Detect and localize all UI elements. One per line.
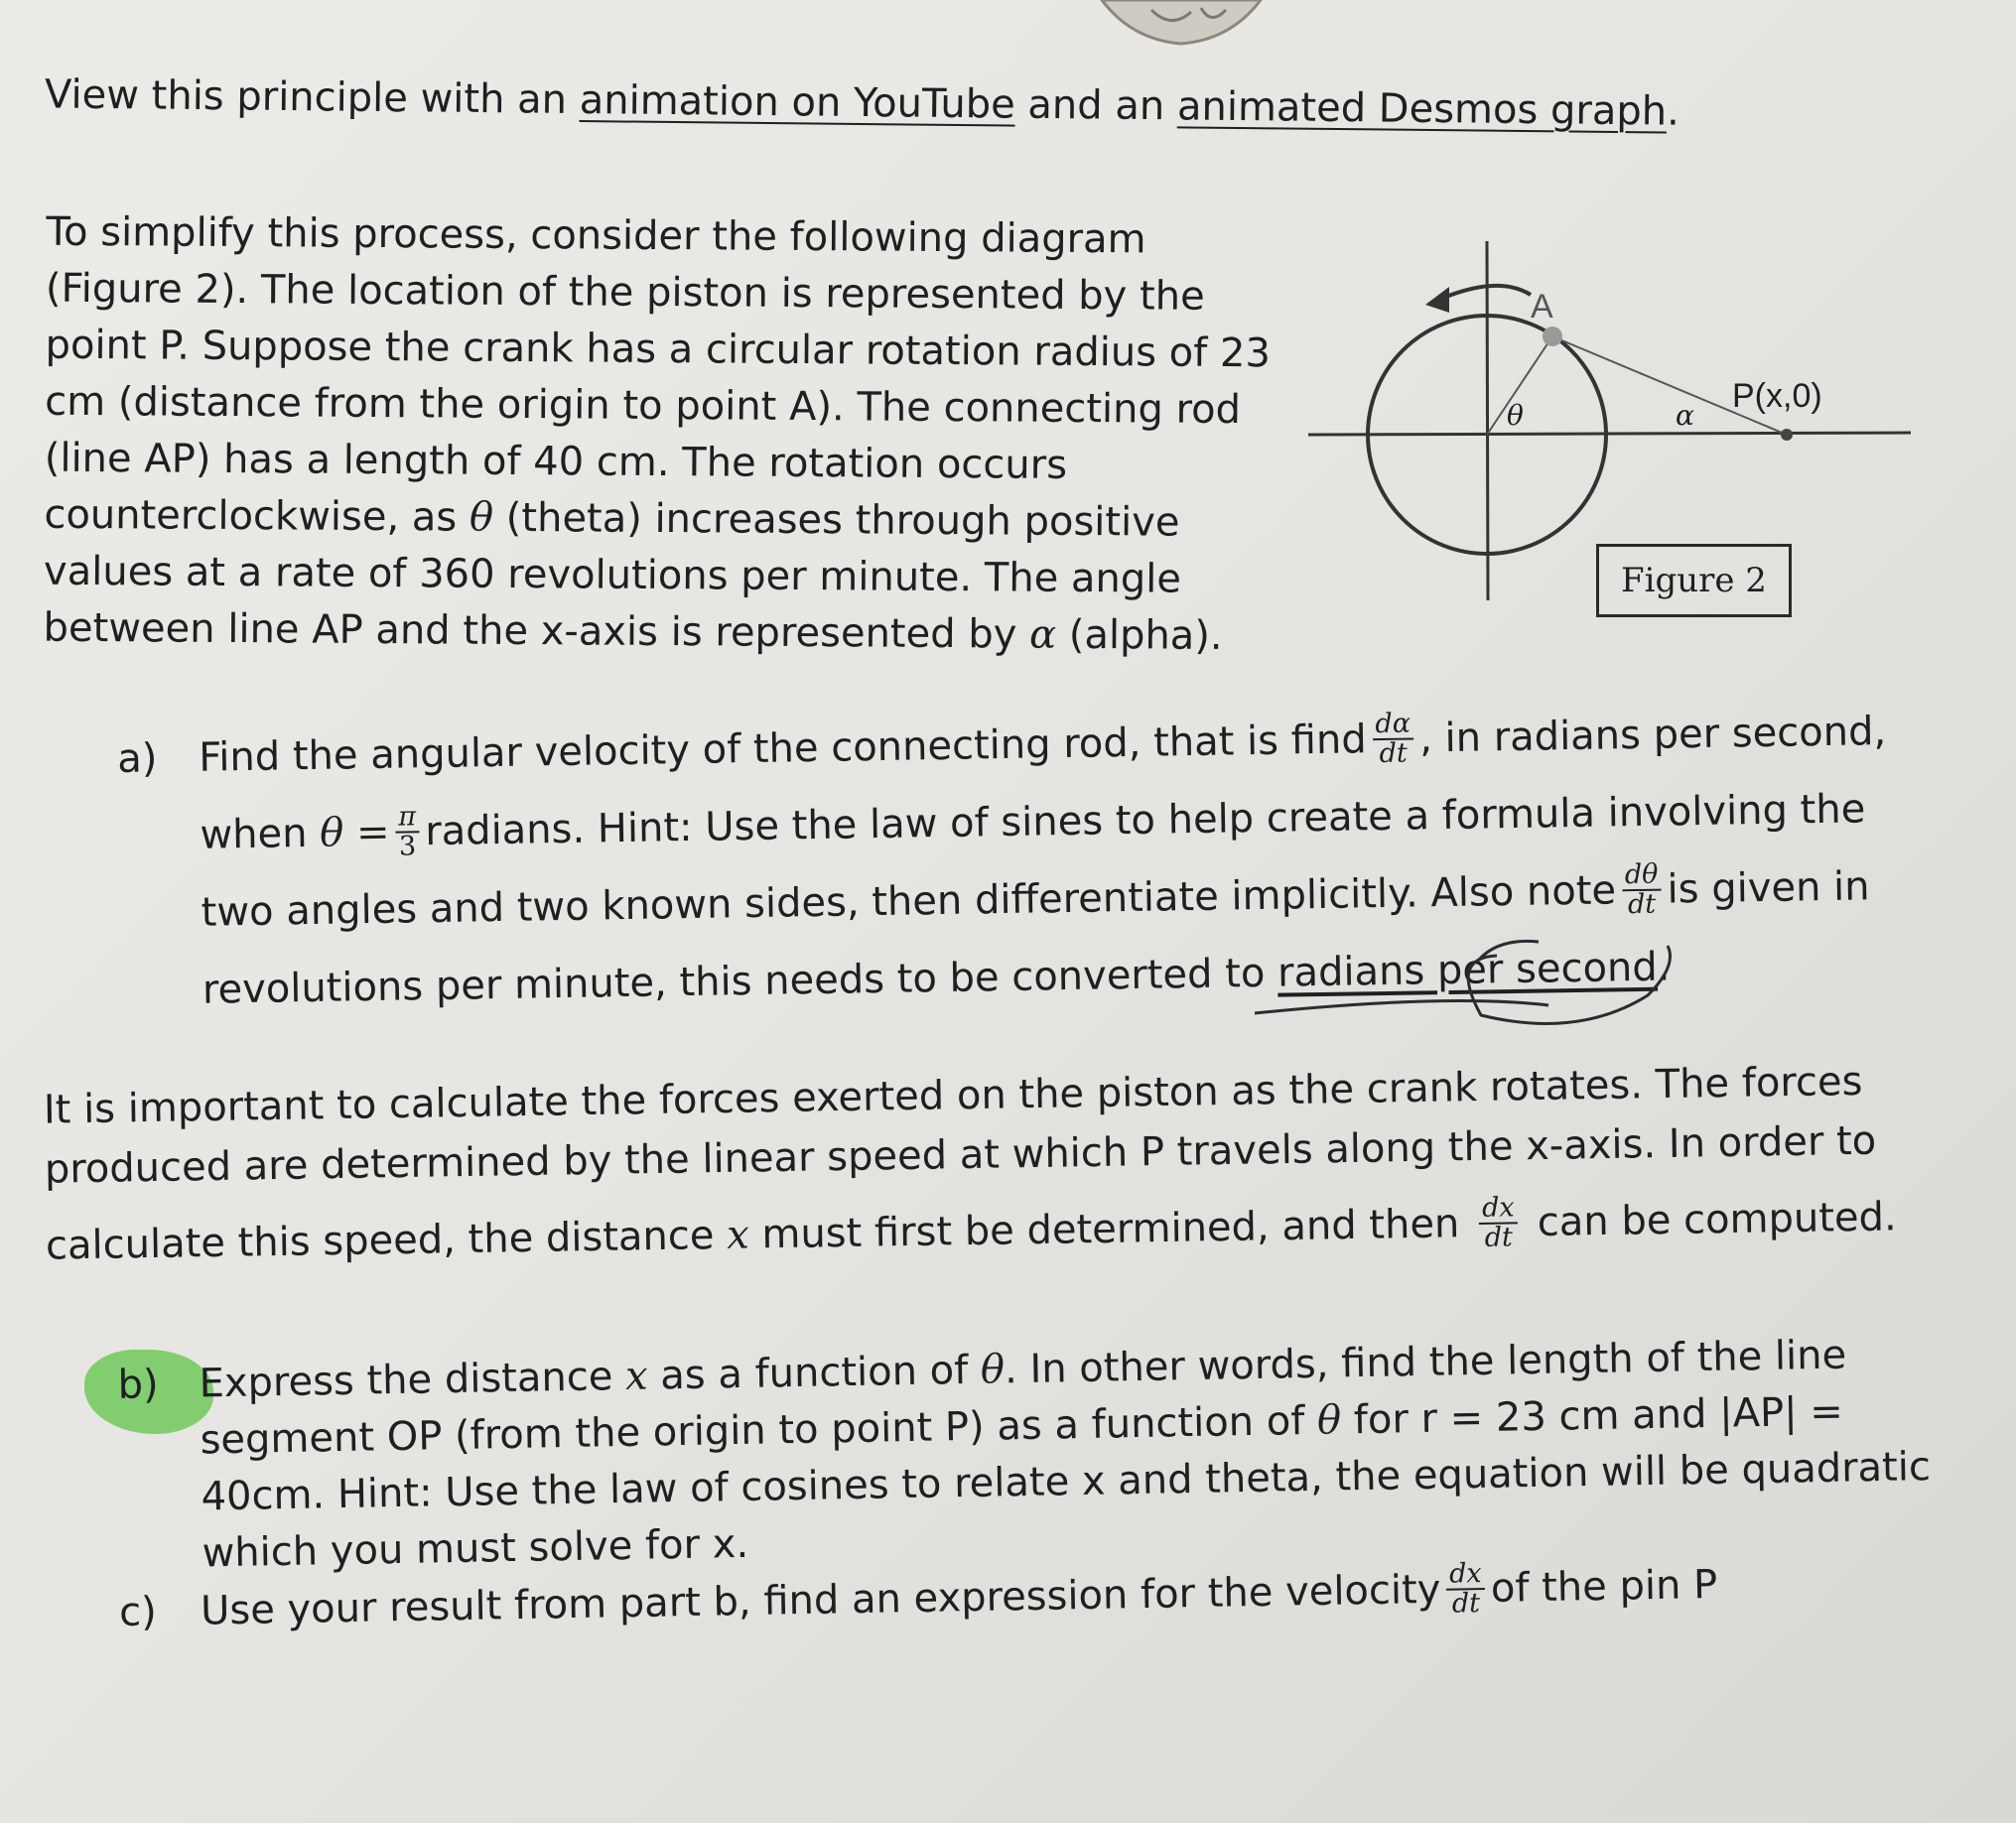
part-b-line-1: b) Express the distance x as a function of θ. In other words, find the length of the line: [117, 1326, 1929, 1414]
dtheta-dt-fraction: $\frac{d\theta}{dt}$: [1622, 860, 1662, 919]
x-axis: [1308, 433, 1911, 435]
part-b-line-2: segment OP (from the origin to point P) as a function of θ for r = 23 cm and |AP| =: [200, 1388, 1844, 1464]
radians-per-second-phrase: radians per second: [1277, 944, 1659, 996]
y-axis: [1487, 241, 1488, 600]
p1-line: To simplify this process, consider the following diagram: [46, 208, 1146, 263]
theta-symbol: θ: [469, 494, 494, 541]
youtube-animation-link[interactable]: animation on YouTube: [579, 77, 1015, 128]
figure-alpha: α: [1676, 399, 1694, 432]
alpha-symbol: α: [1028, 611, 1057, 658]
p1-line: counterclockwise, as θ (theta) increases through positive: [44, 491, 1180, 546]
figure-label-a: A: [1531, 288, 1553, 326]
dalpha-dt-fraction: $\frac{d\alpha}{dt}$: [1372, 710, 1413, 768]
intro-line: [45, 70, 1680, 135]
p1-line: (Figure 2). The location of the piston is represented by the: [45, 265, 1205, 320]
part-c: c) Use your result from part b, find an expression for the velocity $\frac{dx}{dt}$ of the pin P: [118, 1558, 1718, 1636]
top-object-fragment: [1092, 0, 1271, 48]
pi-over-3-fraction: $\frac{\pi}{3}$: [395, 803, 420, 861]
p2-line: produced are determined by the linear speed at which P travels along the x-axis. In order to: [44, 1117, 1877, 1193]
p1-line: cm (distance from the origin to point A). The connecting rod: [45, 378, 1242, 434]
part-b-line-4: which you must solve for x.: [202, 1520, 749, 1577]
p1-line: values at a rate of 360 revolutions per minute. The angle: [43, 548, 1182, 602]
p1-line: point P. Suppose the crank has a circular rotation radius of 23: [45, 322, 1272, 377]
part-c-marker: c): [118, 1589, 158, 1636]
part-a-line-4: revolutions per minute, this needs to be converted to radians per second .: [202, 944, 1671, 1013]
figure-caption: Figure 2: [1596, 544, 1792, 617]
part-b: [117, 1326, 1932, 1584]
intro-suffix: .: [1666, 88, 1680, 135]
handwritten-circle-annotation: [1251, 928, 1687, 1037]
part-b-marker: b): [117, 1362, 160, 1408]
p1-line: (line AP) has a length of 40 cm. The rotation occurs: [44, 435, 1068, 488]
part-a-line-1: a) Find the angular velocity of the connecting rod, that is find $\frac{d\alpha}{dt}$ , in radians per second,: [116, 708, 1887, 783]
part-a-line-2: when θ = $\frac{\pi}{3}$ radians. Hint: Use the law of sines to help create a formula involving the: [200, 786, 1866, 862]
p2-line: calculate this speed, the distance x must first be determined, and then $\frac{dx}{dt}$ can be computed.: [45, 1192, 1898, 1269]
part-a-line-3: two angles and two known sides, then differentiate implicitly. Also note $\frac{d\theta}{dt}$ is given in: [201, 858, 1870, 936]
point-a: [1543, 326, 1562, 346]
paragraph-2: [44, 1057, 1898, 1284]
paragraph-1: [43, 204, 1271, 666]
dx-dt-fraction: $\frac{dx}{dt}$: [1479, 1194, 1518, 1252]
intro-middle: and an: [1027, 81, 1165, 130]
point-p: [1781, 429, 1793, 441]
desmos-graph-link[interactable]: animated Desmos graph: [1176, 83, 1668, 135]
part-a-marker: a): [116, 735, 158, 783]
figure-label-p: P(x,0): [1732, 377, 1822, 415]
figure-theta: θ: [1507, 399, 1524, 432]
p1-line: between line AP and the x-axis is represented by α (alpha).: [43, 604, 1223, 659]
dx-dt-velocity-fraction: $\frac{dx}{dt}$: [1446, 1560, 1486, 1619]
p2-line: It is important to calculate the forces exerted on the piston as the crank rotates. The forces: [43, 1058, 1863, 1133]
rotation-arrowhead: [1425, 287, 1449, 313]
part-b-line-3: 40cm. Hint: Use the law of cosines to relate x and theta, the equation will be quadratic: [201, 1444, 1932, 1520]
intro-prefix: View this principle with an: [44, 71, 568, 123]
